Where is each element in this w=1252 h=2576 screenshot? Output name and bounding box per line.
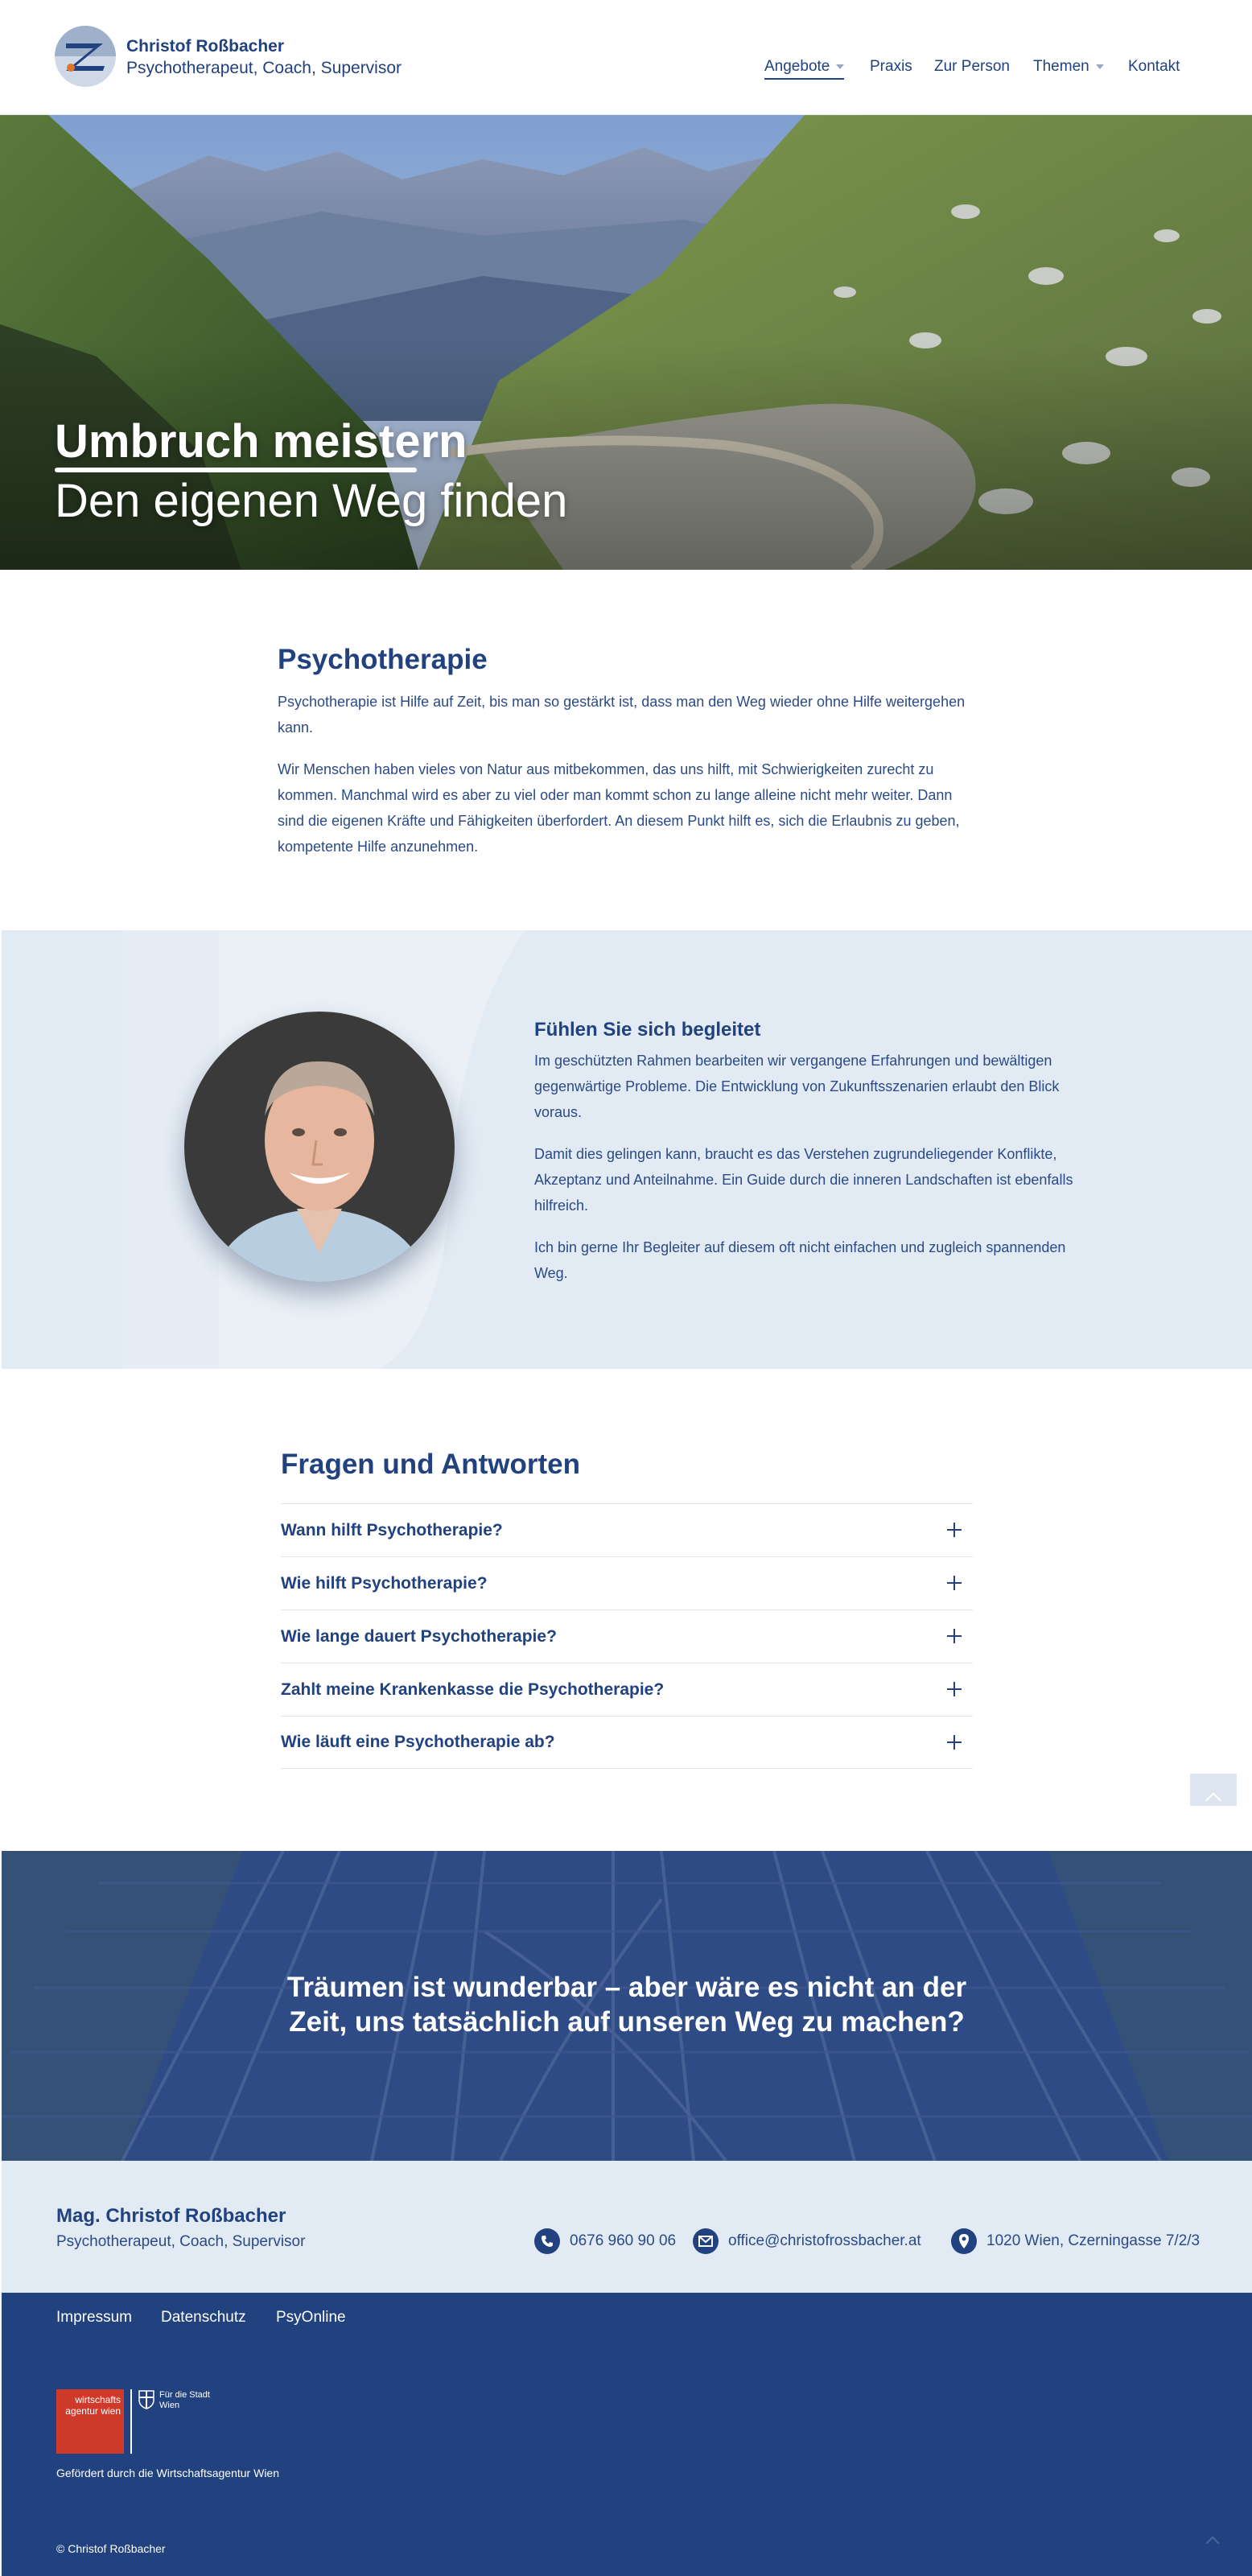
wien-shield-icon — [138, 2390, 154, 2409]
wien-logo-text: Für die Stadt Wien — [159, 2390, 210, 2410]
section-heading: Fragen und Antworten — [281, 1449, 581, 1480]
faq-item[interactable] — [281, 1609, 973, 1663]
faq-item[interactable] — [281, 1716, 973, 1769]
plus-icon[interactable] — [945, 1680, 963, 1698]
person-image — [184, 1012, 455, 1282]
address: 1020 Wien, Czerningasse 7/2/3 — [986, 2232, 1201, 2249]
plus-icon[interactable] — [945, 1521, 963, 1539]
nav-item-angebote[interactable] — [764, 58, 844, 80]
nav-label: Themen — [1033, 58, 1089, 75]
funding-notice: Gefördert durch die Wirtschaftsagentur Wien — [56, 2467, 280, 2479]
copyright: © Christof Roßbacher — [56, 2542, 166, 2555]
quote-text — [2, 1970, 1252, 2039]
wirtschaftsagentur-logo[interactable] — [56, 2389, 124, 2454]
quote-banner — [2, 1851, 1252, 2161]
portrait-photo — [184, 1012, 455, 1282]
faq-question: Wie läuft eine Psychotherapie ab? — [281, 1733, 555, 1751]
faq-item[interactable] — [281, 1556, 973, 1609]
back-to-top-button[interactable] — [1190, 1774, 1237, 1806]
hero-title: Umbruch meistern — [55, 415, 467, 468]
psychotherapy-intro — [278, 644, 974, 876]
nav-item-themen[interactable] — [1033, 58, 1104, 76]
intro-paragraph: Wir Menschen haben vieles von Natur aus mitbekommen, das uns hilft, mit Schwierigkeiten zurecht zu kommen. Manchmal wird es aber zu viel oder man kommt schon zu lange alleine nicht mehr weiter. Dann sind die eigenen Kräfte und Fähigkeiten überfordert. An diesem Punkt hilft es, sich die Erlaubnis zu geben, kompetente Hilfe anzunehmen. — [278, 761, 960, 855]
phone-icon — [534, 2228, 560, 2254]
faq-question: Wie hilft Psychotherapie? — [281, 1573, 488, 1593]
mail-icon — [693, 2228, 719, 2254]
accompanied-paragraph: Damit dies gelingen kann, braucht es das Verstehen zugrundeliegender Konflikte, Akzeptanz und Anteilnahme. Ein Guide durch die inneren Landschaften ist ebenfalls hilfreich. — [534, 1146, 1073, 1214]
footer-link-psyonline[interactable]: PsyOnline — [276, 2309, 346, 2326]
contact-bar — [2, 2161, 1252, 2293]
quote-line: Träumen ist wunderbar – aber wäre es nicht an der — [286, 1972, 967, 2003]
contact-name: Mag. Christof Roßbacher — [56, 2205, 286, 2227]
section-heading: Psychotherapie — [278, 644, 488, 675]
faq-question: Wann hilft Psychotherapie? — [281, 1520, 503, 1539]
nav-item-zur-person[interactable] — [934, 58, 1010, 76]
map-pin-icon — [951, 2228, 977, 2254]
chevron-down-icon — [836, 64, 844, 69]
accompanied-section — [2, 930, 1252, 1369]
accompanied-paragraph: Im geschützten Rahmen bearbeiten wir vergangene Erfahrungen und bewältigen gegenwärtige Probleme. Die Entwicklung von Zukunftsszenarien erlaubt den Blick voraus. — [534, 1053, 1060, 1120]
hero-subtitle: Den eigenen Weg finden — [55, 475, 568, 527]
section-heading: Fühlen Sie sich begleitet — [534, 1019, 761, 1041]
address-link[interactable] — [951, 2228, 1200, 2255]
logo-divider — [130, 2389, 132, 2454]
faq-question: Zahlt meine Krankenkasse die Psychotherapie? — [281, 1680, 665, 1699]
accompanied-paragraph: Ich bin gerne Ihr Begleiter auf diesem oft nicht einfachen und zugleich spannenden Weg. — [534, 1239, 1066, 1281]
email-link[interactable] — [693, 2228, 921, 2255]
phone-number: 0676 960 90 06 — [570, 2232, 677, 2249]
wirtschaftsagentur-logo-text: wirtschafts agentur wien — [65, 2394, 121, 2417]
faq-section — [281, 1449, 973, 1769]
accompanied-text — [534, 1019, 1073, 1302]
quote-line: Zeit, uns tatsächlich auf unseren Weg zu machen? — [289, 2006, 965, 2038]
plus-icon[interactable] — [945, 1733, 963, 1751]
brand-tagline: Psychotherapeut, Coach, Supervisor — [126, 59, 402, 77]
faq-item[interactable] — [281, 1663, 973, 1716]
faq-list — [281, 1503, 973, 1769]
nav-label: Angebote — [764, 58, 830, 75]
footer-link-datenschutz[interactable]: Datenschutz — [161, 2309, 246, 2326]
nav-label: Zur Person — [934, 58, 1010, 75]
nav-label: Praxis — [870, 58, 912, 75]
faq-item[interactable] — [281, 1503, 973, 1556]
footer-link-impressum[interactable]: Impressum — [56, 2309, 132, 2326]
phone-link[interactable] — [534, 2228, 676, 2255]
nav-item-kontakt[interactable] — [1128, 58, 1180, 76]
faq-question: Wie lange dauert Psychotherapie? — [281, 1626, 557, 1646]
chevron-up-icon[interactable] — [1201, 2531, 1225, 2550]
nav-item-praxis[interactable] — [870, 58, 912, 76]
chevron-down-icon — [1096, 64, 1104, 69]
contact-role: Psychotherapeut, Coach, Supervisor — [56, 2233, 306, 2250]
plus-icon[interactable] — [945, 1627, 963, 1645]
brand-name[interactable]: Christof Roßbacher — [126, 37, 285, 56]
hero-banner — [0, 115, 1252, 570]
nav-label: Kontakt — [1128, 58, 1180, 75]
intro-paragraph: Psychotherapie ist Hilfe auf Zeit, bis man so gestärkt ist, dass man den Weg wieder ohne Hilfe weitergehen kann. — [278, 694, 966, 736]
site-footer — [2, 2293, 1252, 2576]
email-address: office@christofrossbacher.at — [728, 2232, 921, 2249]
plus-icon[interactable] — [945, 1574, 963, 1592]
site-header — [0, 0, 1252, 115]
main-nav — [0, 58, 1252, 82]
hero-title-underline — [55, 468, 417, 472]
